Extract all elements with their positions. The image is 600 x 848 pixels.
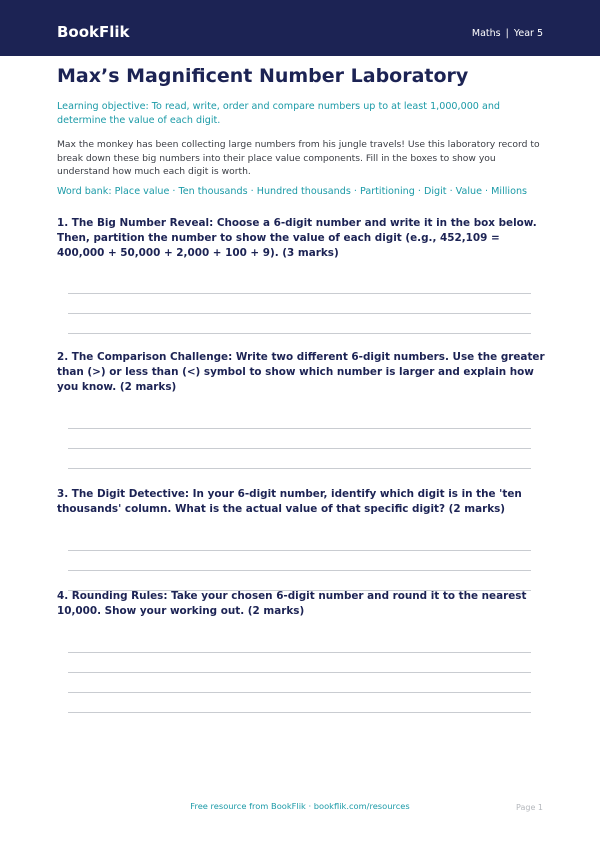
answer-line-3a[interactable] [68,550,531,551]
subject-year-label [472,28,543,40]
page-title: Max’s Magnificent Number Laboratory [57,65,469,87]
page-number: Page 1 [516,803,543,812]
answer-line-4c[interactable] [68,692,531,693]
answer-line-3b[interactable] [68,570,531,571]
question-4: 4. Rounding Rules: Take your chosen 6-digit number and round it to the nearest 10,000. Show your working out. (2 marks) [57,590,527,617]
brand-logo[interactable]: BookFlik [57,23,130,41]
question-2: 2. The Comparison Challenge: Write two different 6-digit numbers. Use the greater than (>) or less than (<) symbol to show which number is larger and explain how you know. (2 marks) [57,351,545,393]
header-bar [0,0,600,56]
answer-line-1c[interactable] [68,333,531,334]
answer-line-2c[interactable] [68,468,531,469]
answer-line-1b[interactable] [68,313,531,314]
answer-line-2b[interactable] [68,448,531,449]
word-bank: Word bank: Place value · Ten thousands · Hundred thousands · Partitioning · Digit · Value · Millions [57,186,528,197]
learning-objective: Learning objective: To read, write, order and compare numbers up to at least 1,000,000 and determine the value of each digit. [57,101,500,126]
answer-line-4b[interactable] [68,672,531,673]
answer-line-1a[interactable] [68,293,531,294]
answer-line-4a[interactable] [68,652,531,653]
subject-label: Maths [471,28,501,39]
separator: | [505,28,509,39]
question-1: 1. The Big Number Reveal: Choose a 6-digit number and write it in the box below. Then, partition the number to show the value of each digit (e.g., 452,109 = 400,000 + 50,000 + 2,000 + 100 + 9). (3 marks) [57,217,537,259]
footer-link[interactable]: Free resource from BookFlik · bookflik.com/resources [190,801,410,811]
year-label: Year 5 [513,28,543,39]
intro-paragraph: Max the monkey has been collecting large numbers from his jungle travels! Use this laboratory record to break down these big numbers into their place value components. Fill in the boxes to show you understand how much each digit is worth. [57,139,540,177]
question-3: 3. The Digit Detective: In your 6-digit number, identify which digit is in the 'ten thousands' column. What is the actual value of that specific digit? (2 marks) [57,488,522,515]
answer-line-4d[interactable] [68,712,531,713]
answer-line-2a[interactable] [68,428,531,429]
